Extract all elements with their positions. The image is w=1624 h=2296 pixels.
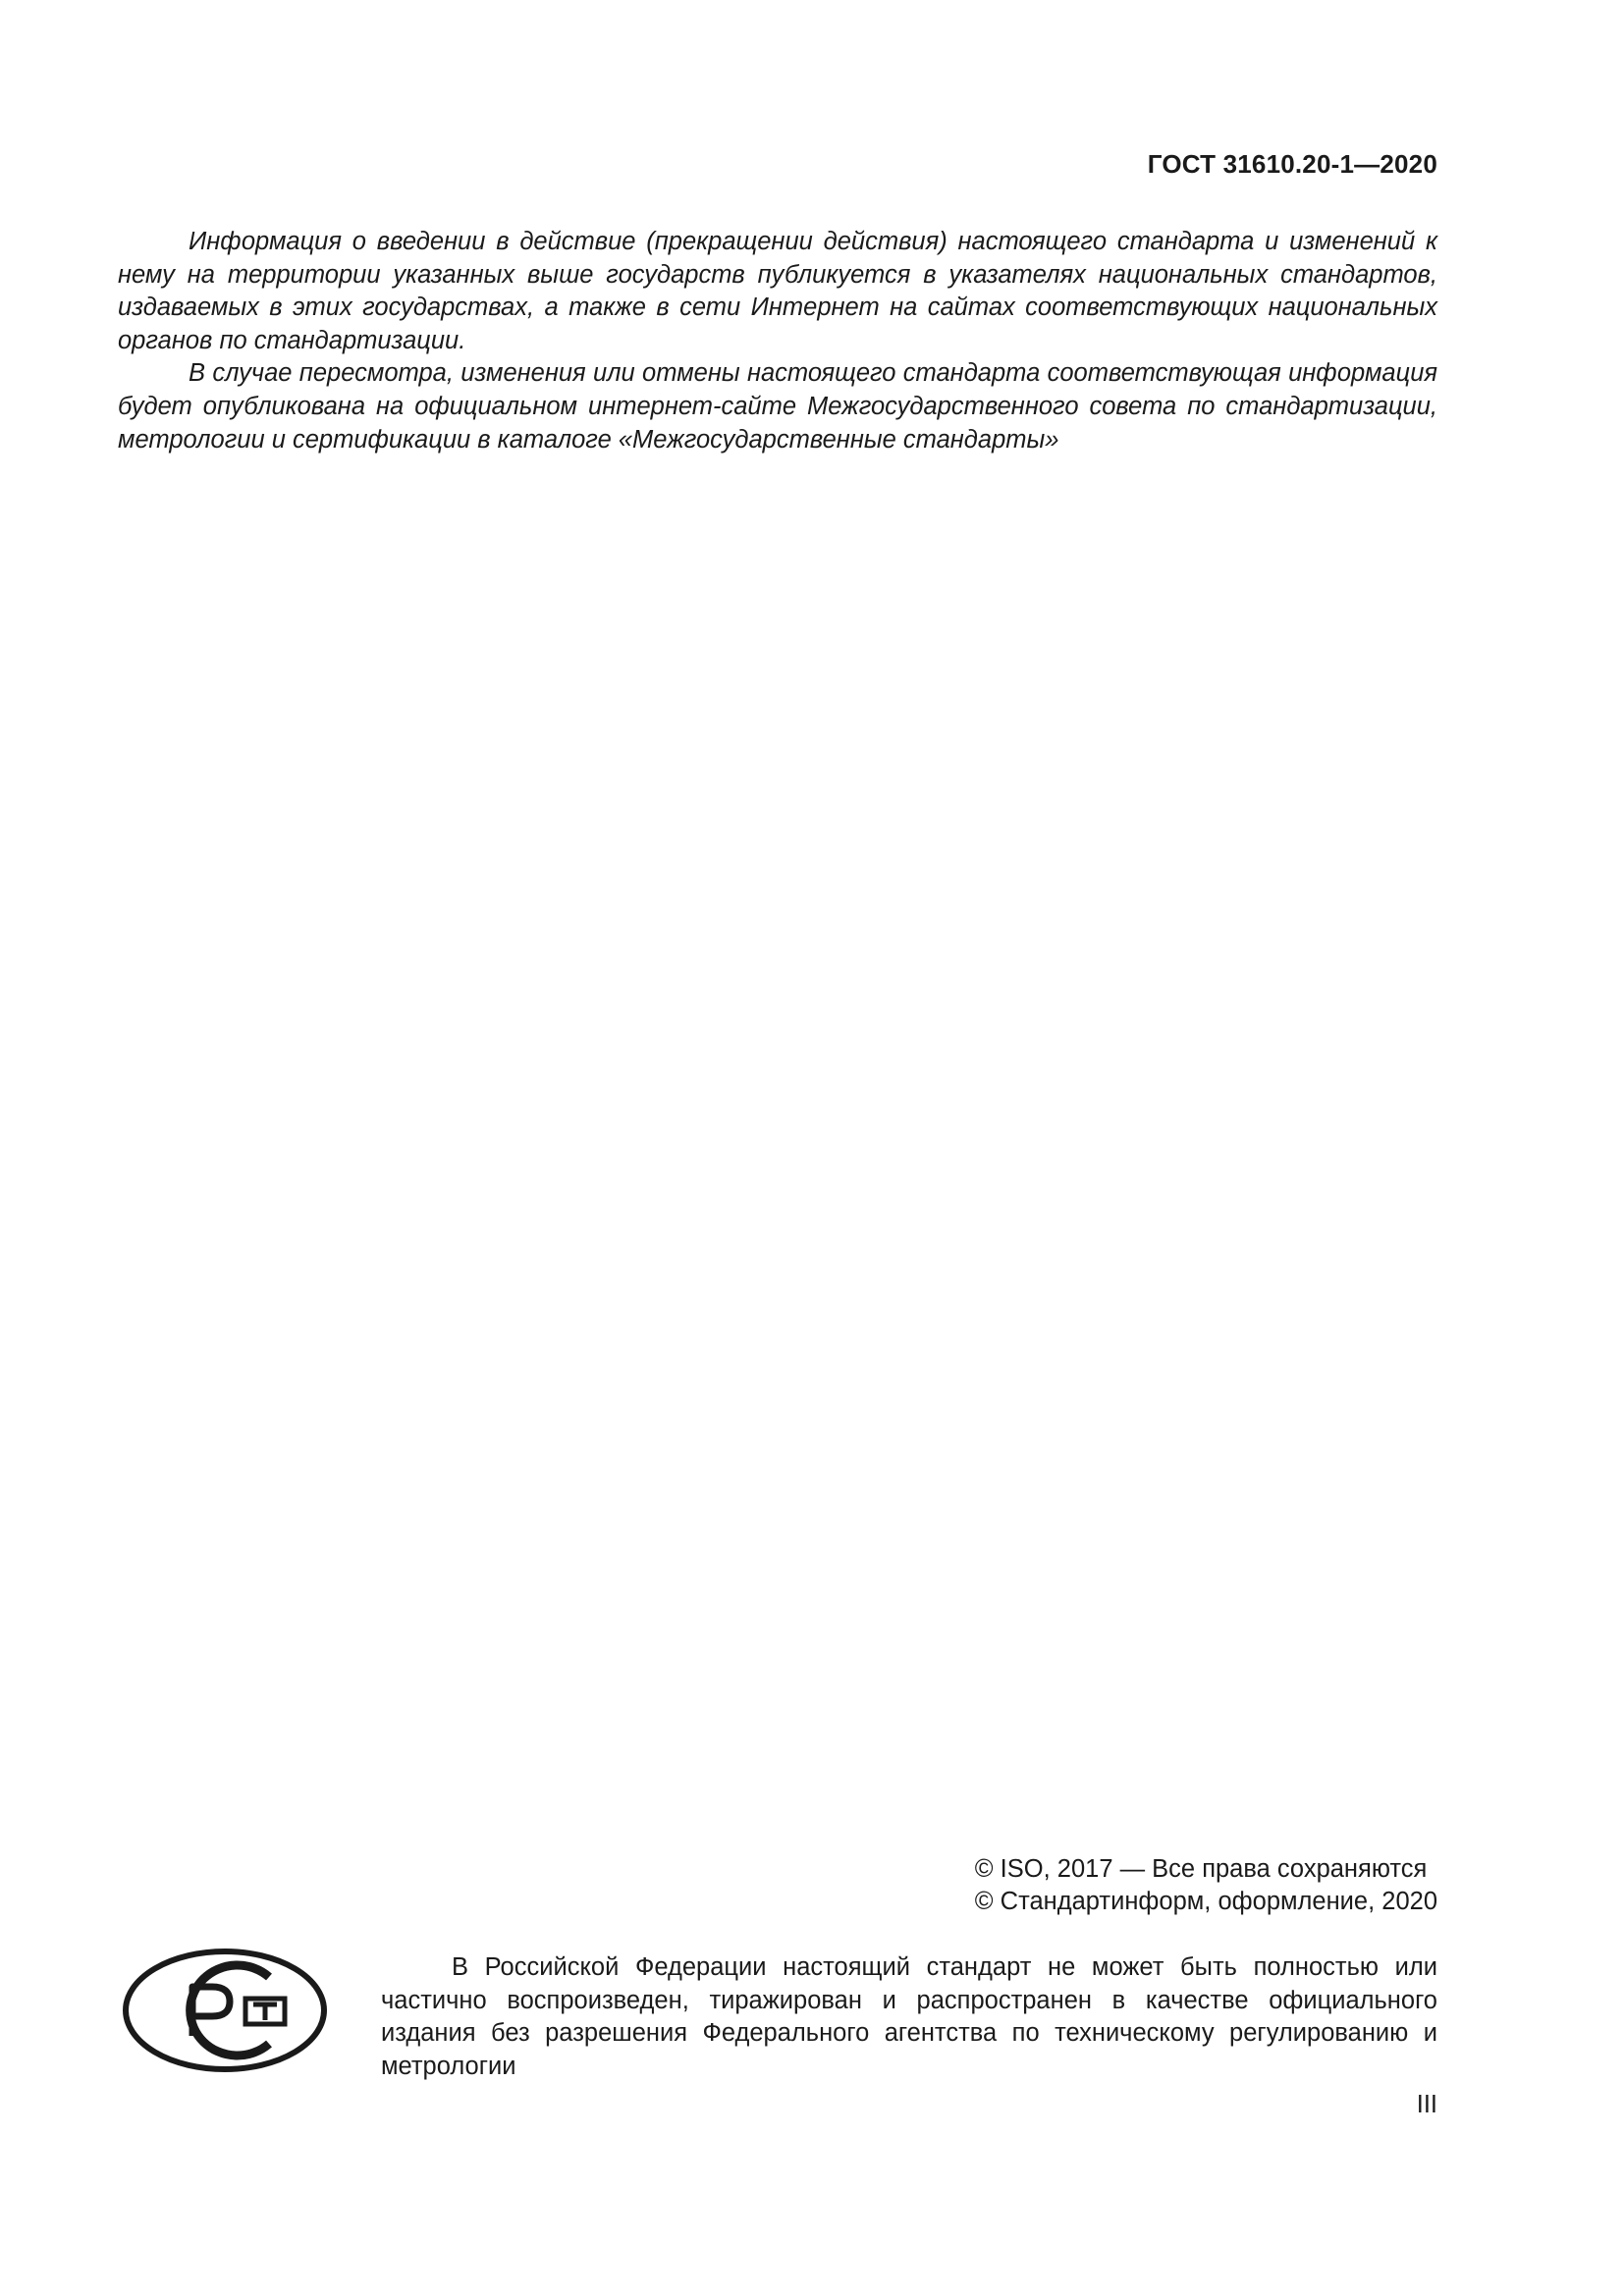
standard-code: ГОСТ 31610.20-1—2020 bbox=[1147, 149, 1437, 179]
paragraph-introduction-info: Информация о введении в действие (прекращении действия) настоящего стандарта и изменений к нему на территории указанных выше государств публикуется в указателях национальных стандартов, издаваемых в этих государствах, а также в сети Интернет на сайтах соответствующих национальных органов по стандартизации. bbox=[118, 228, 1437, 354]
body-text bbox=[118, 226, 1437, 456]
rst-certification-mark-icon bbox=[122, 1948, 328, 2073]
page-number: III bbox=[1416, 2091, 1437, 2118]
copyright-iso: © ISO, 2017 — Все права сохраняются bbox=[974, 1855, 1428, 1883]
reproduction-notice bbox=[381, 1951, 1437, 2083]
paragraph-revision-info: В случае пересмотра, изменения или отмены настоящего стандарта соответствующая информация будет опубликована на официальном интернет-сайте Межгосударственного совета по стандартизации, метрологии и сертификации в каталоге «Межгосударственные стандарты» bbox=[118, 359, 1437, 454]
notice-text: В Российской Федерации настоящий стандарт не может быть полностью или частично воспроизведен, тиражирован и распространен в качестве официального издания без разрешения Федерального агентства по техническому регулированию и метрологии bbox=[381, 1953, 1437, 2080]
copyright-standartinform: © Стандартинформ, оформление, 2020 bbox=[974, 1888, 1437, 1915]
copyright-block bbox=[975, 1853, 1437, 1918]
